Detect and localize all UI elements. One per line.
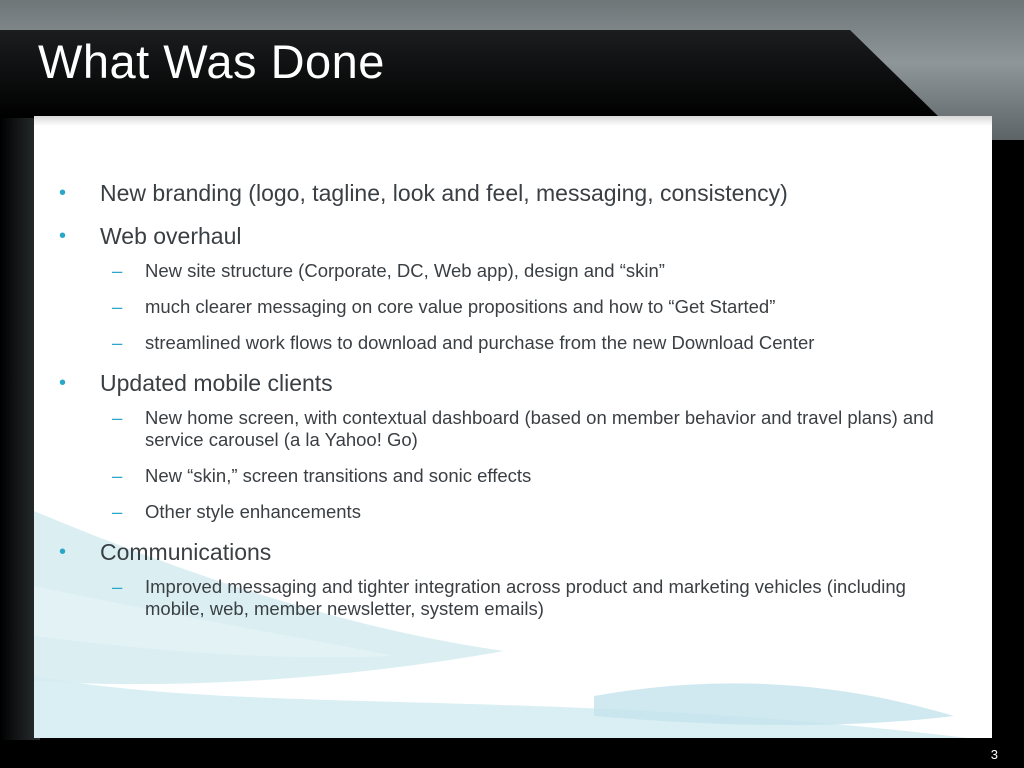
bullet-item	[54, 537, 954, 567]
bullet-text: Updated mobile clients	[100, 370, 333, 396]
sub-bullet-item	[54, 332, 954, 354]
bullet-list	[54, 178, 954, 634]
sub-bullet-text: much clearer messaging on core value propositions and how to “Get Started”	[145, 296, 776, 317]
sub-bullet-text: New home screen, with contextual dashboard (based on member behavior and travel plans) and service carousel (a la Yahoo! Go)	[145, 407, 934, 450]
sub-bullet-list	[54, 260, 954, 354]
sub-bullet-text: New site structure (Corporate, DC, Web app), design and “skin”	[145, 260, 665, 281]
dash-icon: –	[112, 260, 123, 281]
bullet-item	[54, 368, 954, 398]
sub-bullet-list	[54, 576, 954, 620]
sub-bullet-item	[54, 296, 954, 318]
bullet-dot-icon: •	[59, 541, 67, 563]
dash-icon: –	[112, 501, 123, 522]
dash-icon: –	[112, 407, 123, 428]
bullet-text: Communications	[100, 539, 272, 565]
dash-icon: –	[112, 296, 123, 317]
sub-bullet-text: Improved messaging and tighter integration across product and marketing vehicles (including mobile, web, member newsletter, system emails)	[145, 576, 906, 619]
sub-bullet-text: Other style enhancements	[145, 501, 361, 522]
bullet-dot-icon: •	[59, 182, 67, 204]
sub-bullet-item	[54, 465, 954, 487]
sub-bullet-item	[54, 501, 954, 523]
slide-title: What Was Done	[38, 35, 385, 88]
sub-bullet-item	[54, 407, 954, 451]
bullet-text: Web overhaul	[100, 223, 242, 249]
bullet-dot-icon: •	[59, 225, 67, 247]
dash-icon: –	[112, 465, 123, 486]
sub-bullet-text: streamlined work flows to download and purchase from the new Download Center	[145, 332, 815, 353]
bullet-item	[54, 178, 954, 208]
content-panel	[34, 116, 992, 738]
page-number: 3	[990, 747, 998, 762]
sub-bullet-list	[54, 407, 954, 523]
bullet-text: New branding (logo, tagline, look and feel, messaging, consistency)	[100, 180, 788, 206]
sub-bullet-item	[54, 260, 954, 282]
dash-icon: –	[112, 576, 123, 597]
dash-icon: –	[112, 332, 123, 353]
bullet-item	[54, 221, 954, 251]
bullet-dot-icon: •	[59, 372, 67, 394]
sub-bullet-item	[54, 576, 954, 620]
sub-bullet-text: New “skin,” screen transitions and sonic effects	[145, 465, 532, 486]
